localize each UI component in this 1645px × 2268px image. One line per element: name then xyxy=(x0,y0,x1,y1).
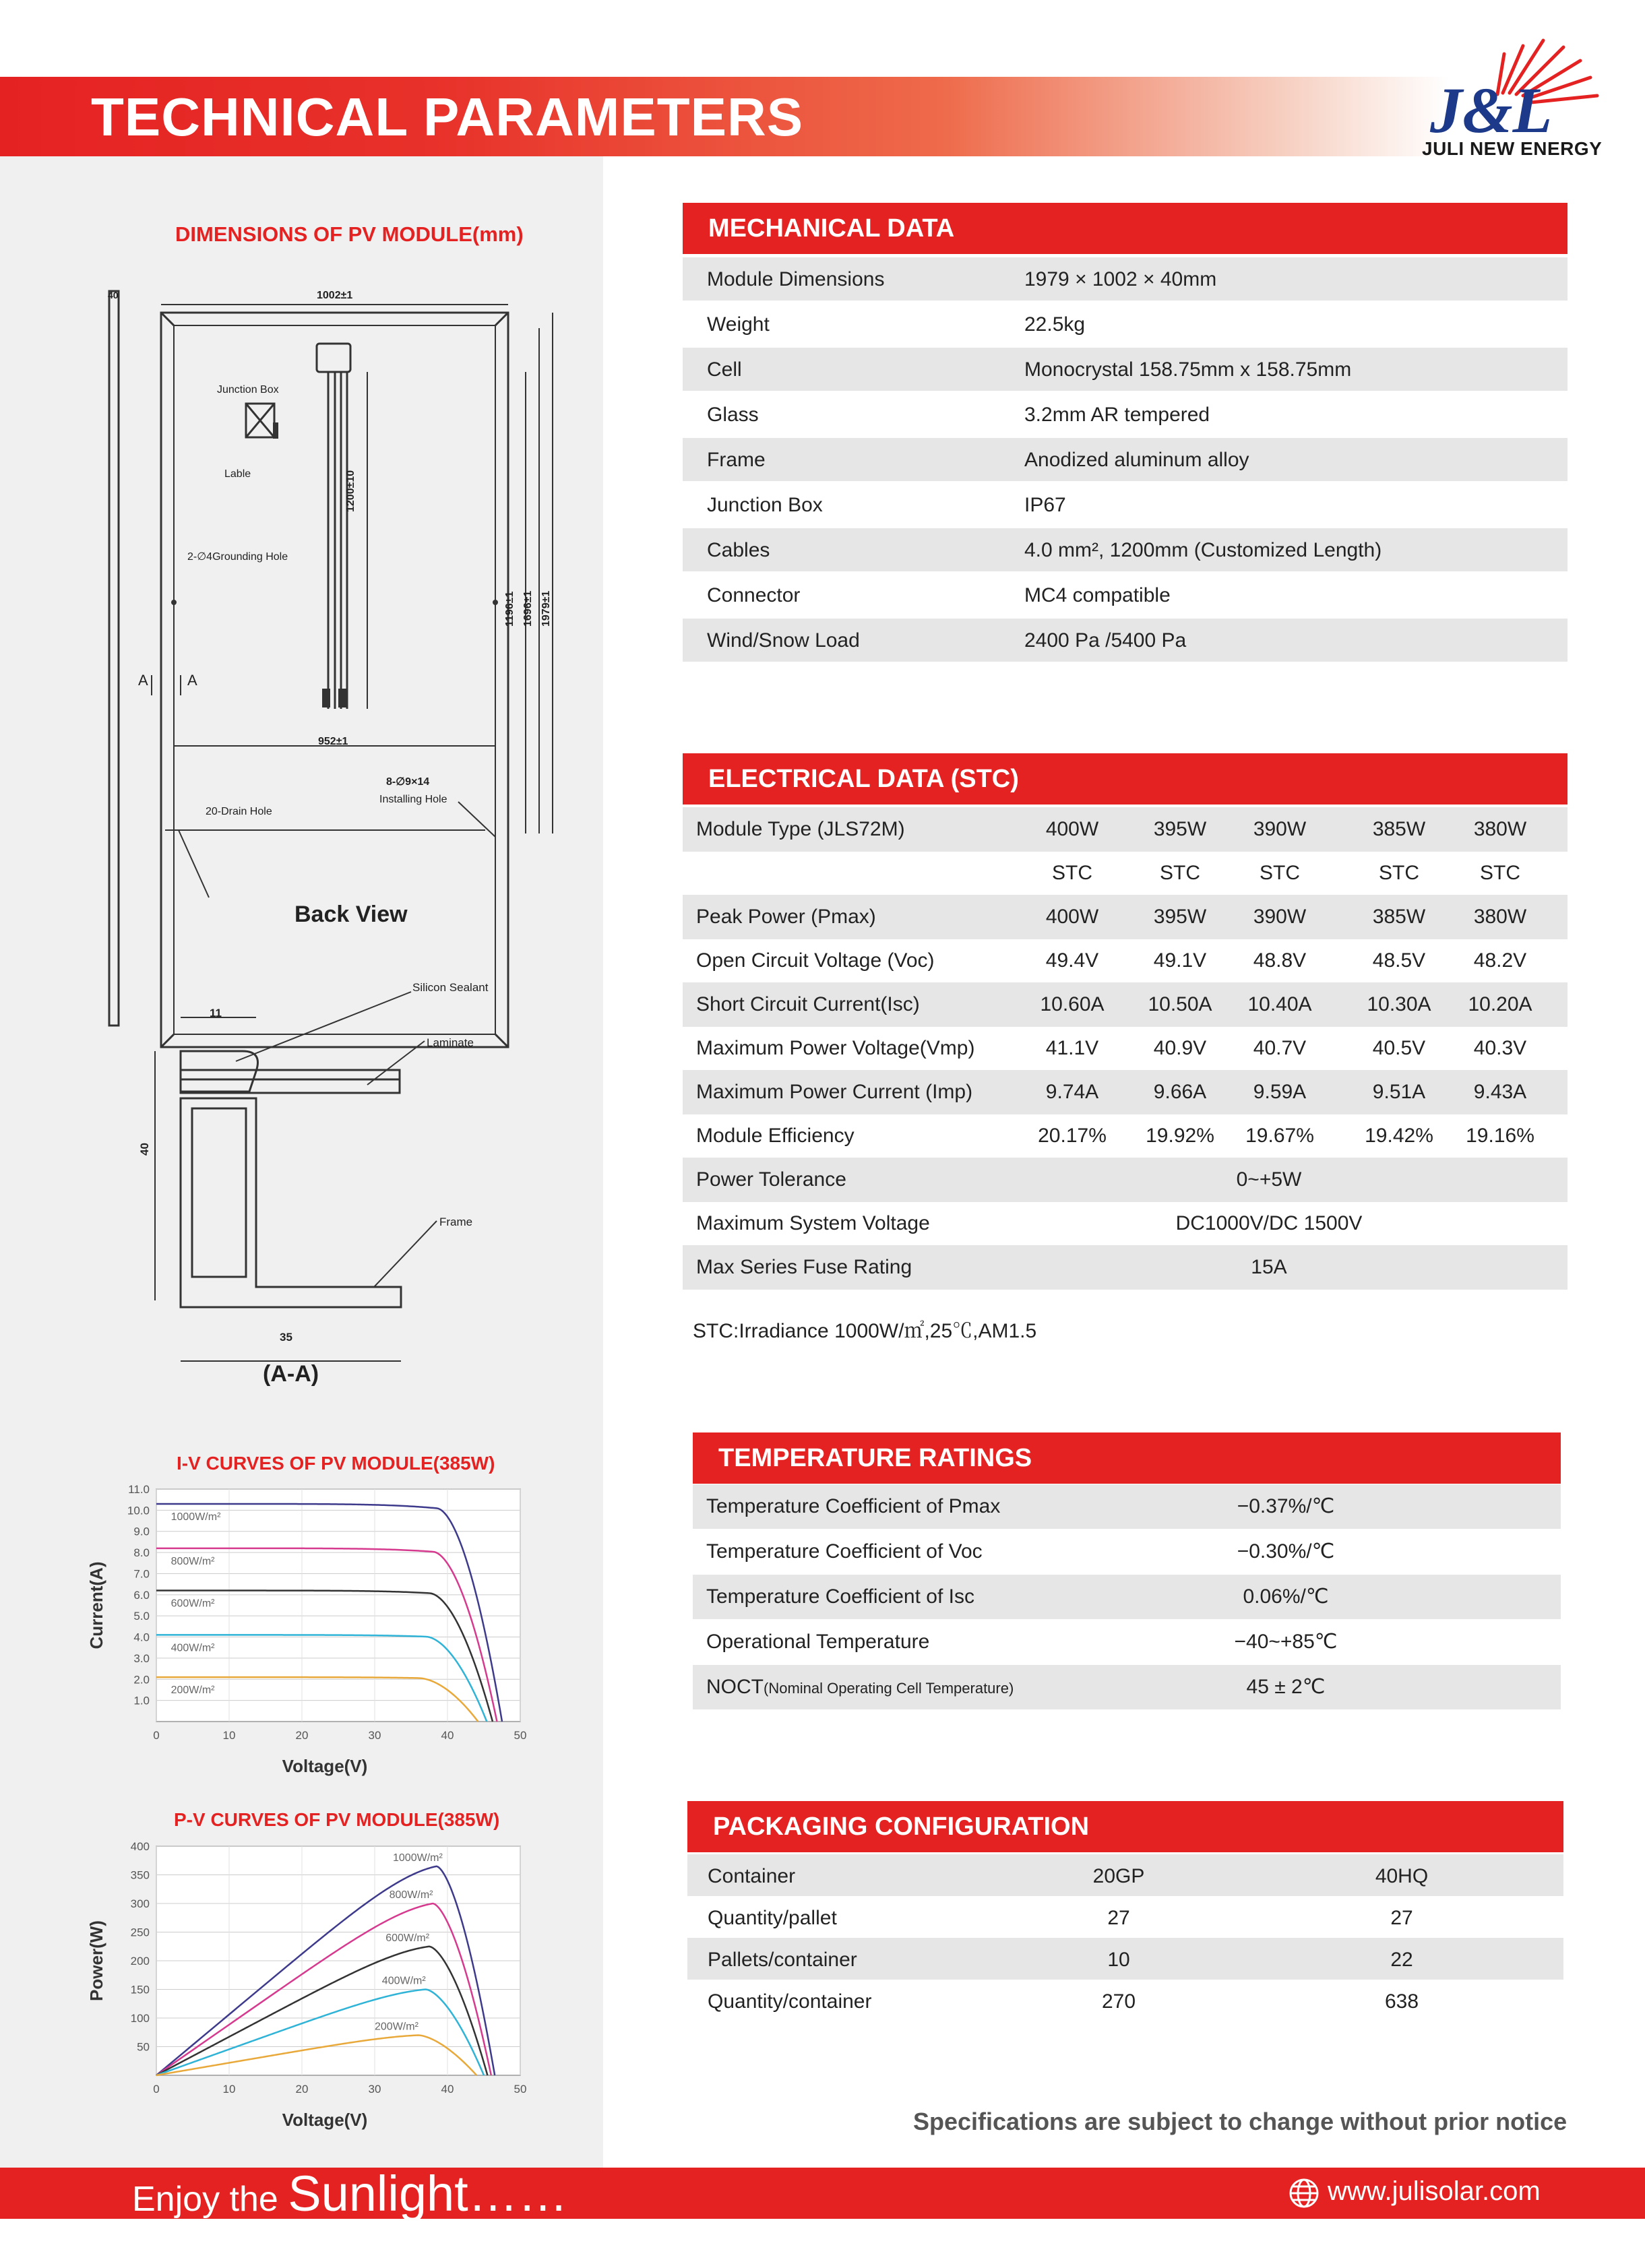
electrical-value: STC xyxy=(1160,862,1200,884)
electrical-value: 19.42% xyxy=(1365,1125,1433,1147)
electrical-value: 9.43A xyxy=(1473,1081,1527,1103)
electrical-label: Maximum System Voltage xyxy=(696,1212,930,1234)
packaging-row xyxy=(687,1980,1563,2021)
electrical-value: 19.16% xyxy=(1466,1125,1534,1147)
temperature-row xyxy=(693,1665,1561,1709)
temperature-label-text: Temperature Coefficient of Isc xyxy=(706,1585,974,1608)
logo-mark: J&L xyxy=(1430,74,1553,146)
packaging-value-40hq: 638 xyxy=(1384,1990,1419,2013)
packaging-label: Quantity/container xyxy=(708,1990,872,2013)
mechanical-value: MC4 compatible xyxy=(1024,584,1171,606)
pv-chart-title: P-V CURVES OF PV MODULE(385W) xyxy=(174,1809,500,1830)
electrical-value: 10.30A xyxy=(1367,993,1431,1015)
electrical-row xyxy=(683,851,1568,895)
x-tick-label: 30 xyxy=(368,1729,381,1742)
electrical-row xyxy=(683,982,1568,1027)
x-tick-label: 0 xyxy=(153,2083,160,2096)
electrical-value: 19.92% xyxy=(1146,1125,1214,1147)
drain-hole-label: 20-Drain Hole xyxy=(206,806,272,817)
installing-hole-label: 8-∅9×14 xyxy=(386,776,430,788)
temperature-value: −0.37%/℃ xyxy=(1237,1495,1335,1517)
electrical-value: 49.1V xyxy=(1153,949,1207,972)
mechanical-row xyxy=(683,573,1568,617)
mechanical-value: 22.5kg xyxy=(1024,313,1086,336)
x-tick-label: 50 xyxy=(514,2083,527,2096)
y-tick-label: 150 xyxy=(130,1983,150,1996)
electrical-value: 0~+5W xyxy=(1236,1168,1302,1191)
mechanical-label: Weight xyxy=(707,313,770,336)
dim-h1: 1196±1 xyxy=(504,591,516,627)
dim-thickness: 40 xyxy=(108,290,119,301)
dim-width: 1002±1 xyxy=(317,290,353,301)
electrical-label: Short Circuit Current(Isc) xyxy=(696,993,920,1015)
globe-icon xyxy=(1289,2178,1320,2209)
electrical-row xyxy=(683,1158,1568,1202)
electrical-label: Maximum Power Voltage(Vmp) xyxy=(696,1037,975,1059)
x-tick-label: 10 xyxy=(222,2083,236,2096)
mechanical-row xyxy=(683,619,1568,662)
electrical-value: 390W xyxy=(1253,906,1307,928)
electrical-header: ELECTRICAL DATA (STC) xyxy=(683,753,1568,805)
electrical-value: 9.51A xyxy=(1372,1081,1426,1103)
dim-h3: 1979±1 xyxy=(540,590,552,627)
electrical-label: Maximum Power Current (Imp) xyxy=(696,1081,973,1103)
packaging-value-40hq: 40HQ xyxy=(1375,1865,1429,1887)
dim-cable: 1200±10 xyxy=(345,470,356,512)
packaging-value-40hq: 22 xyxy=(1390,1949,1413,1971)
mechanical-label: Cables xyxy=(707,539,770,561)
electrical-value: STC xyxy=(1379,862,1419,884)
mechanical-row xyxy=(683,348,1568,391)
x-tick-label: 20 xyxy=(295,1729,309,1742)
stc-note: STC:Irradiance 1000W/㎡,25℃,AM1.5 xyxy=(693,1320,1037,1342)
back-view-label: Back View xyxy=(294,902,408,927)
section-aa-label: (A-A) xyxy=(263,1361,319,1387)
temperature-label-text: Temperature Coefficient of Voc xyxy=(706,1540,983,1563)
laminate-label: Laminate xyxy=(427,1036,474,1049)
packaging-value-20gp: 27 xyxy=(1107,1907,1130,1929)
packaging-value-20gp: 270 xyxy=(1101,1990,1136,2013)
temperature-row xyxy=(693,1620,1561,1664)
electrical-value: 400W xyxy=(1045,906,1099,928)
mechanical-row xyxy=(683,438,1568,481)
frame-label: Frame xyxy=(439,1216,473,1228)
dim-35: 35 xyxy=(280,1331,292,1344)
electrical-value: 385W xyxy=(1372,906,1426,928)
packaging-value-20gp: 20GP xyxy=(1092,1865,1145,1887)
temperature-value: 45 ± 2℃ xyxy=(1246,1676,1326,1698)
section-marker-left: A xyxy=(138,672,148,689)
electrical-value: 40.9V xyxy=(1153,1037,1207,1059)
y-tick-label: 2.0 xyxy=(133,1673,150,1687)
series-label: 800W/m² xyxy=(170,1555,215,1567)
electrical-value: STC xyxy=(1260,862,1300,884)
x-axis-label: Voltage(V) xyxy=(282,2110,368,2130)
series-label: 400W/m² xyxy=(381,1975,426,1987)
temperature-label-text: Operational Temperature xyxy=(706,1631,930,1653)
electrical-value: 10.60A xyxy=(1040,993,1105,1015)
electrical-value: 20.17% xyxy=(1038,1125,1107,1147)
electrical-row xyxy=(683,1245,1568,1290)
electrical-value: STC xyxy=(1480,862,1520,884)
series-label: 200W/m² xyxy=(170,1684,215,1697)
slogan-small: Enjoy the xyxy=(132,2180,278,2219)
junction-box-label: Junction Box xyxy=(217,384,279,396)
iv-chart-title: I-V CURVES OF PV MODULE(385W) xyxy=(177,1453,495,1474)
dimensions-title: DIMENSIONS OF PV MODULE(mm) xyxy=(175,222,524,246)
grounding-hole-label: 2-∅4Grounding Hole xyxy=(187,551,288,563)
y-tick-label: 3.0 xyxy=(133,1651,150,1665)
packaging-label: Pallets/container xyxy=(708,1949,857,1971)
mechanical-value: Anodized aluminum alloy xyxy=(1024,449,1249,471)
y-tick-label: 11.0 xyxy=(128,1483,150,1496)
dim-40: 40 xyxy=(138,1143,151,1156)
electrical-row xyxy=(683,939,1568,983)
y-tick-label: 250 xyxy=(130,1926,150,1939)
silicon-sealant-label: Silicon Sealant xyxy=(412,981,489,994)
temperature-value: −40~+85℃ xyxy=(1234,1631,1338,1653)
electrical-value: 48.8V xyxy=(1253,949,1307,972)
y-tick-label: 200 xyxy=(130,1955,150,1967)
electrical-value: 395W xyxy=(1153,906,1207,928)
temperature-label xyxy=(706,1530,983,1574)
y-axis-label: Current(A) xyxy=(86,1561,106,1649)
electrical-value: 40.5V xyxy=(1372,1037,1426,1059)
x-tick-label: 50 xyxy=(514,1729,527,1742)
mechanical-header: MECHANICAL DATA xyxy=(683,203,1568,254)
series-label: 600W/m² xyxy=(170,1598,215,1610)
dim-inner-width: 952±1 xyxy=(318,736,348,747)
electrical-value: 380W xyxy=(1473,906,1527,928)
temperature-row xyxy=(693,1484,1561,1529)
mechanical-row xyxy=(683,393,1568,436)
website-link[interactable]: www.julisolar.com xyxy=(1328,2176,1541,2206)
temperature-label-text: Temperature Coefficient of Pmax xyxy=(706,1495,1001,1517)
section-marker-right: A xyxy=(187,672,197,689)
mechanical-label: Connector xyxy=(707,584,801,606)
y-tick-label: 5.0 xyxy=(133,1610,150,1623)
lable-label: Lable xyxy=(224,468,251,480)
mechanical-row xyxy=(683,528,1568,571)
mechanical-label: Module Dimensions xyxy=(707,268,885,290)
x-tick-label: 10 xyxy=(222,1729,236,1742)
mechanical-label: Frame xyxy=(707,449,766,471)
temperature-label xyxy=(706,1484,1000,1529)
electrical-label: Module Type (JLS72M) xyxy=(696,818,905,840)
y-tick-label: 350 xyxy=(130,1868,150,1882)
pv-chart xyxy=(0,1833,603,2136)
packaging-row xyxy=(687,1896,1563,1938)
temperature-row xyxy=(693,1575,1561,1619)
series-label: 200W/m² xyxy=(375,2021,418,2033)
temperature-label-text: NOCT xyxy=(706,1676,764,1698)
electrical-value: 390W xyxy=(1253,818,1307,840)
series-label: 600W/m² xyxy=(385,1932,430,1944)
electrical-value: 48.5V xyxy=(1372,949,1426,972)
temperature-label xyxy=(706,1575,974,1619)
mechanical-value: 3.2mm AR tempered xyxy=(1024,404,1210,426)
y-axis-label: Power(W) xyxy=(86,1920,106,2001)
temperature-row xyxy=(693,1530,1561,1574)
y-tick-label: 4.0 xyxy=(133,1631,150,1644)
mechanical-row xyxy=(683,303,1568,346)
y-tick-label: 1.0 xyxy=(133,1694,150,1707)
x-tick-label: 40 xyxy=(441,2083,454,2096)
frame-cross-section-drawing xyxy=(0,977,603,1381)
electrical-value: 40.3V xyxy=(1473,1037,1527,1059)
slogan-big: Sunlight…… xyxy=(288,2166,568,2222)
electrical-row xyxy=(683,1201,1568,1246)
packaging-row xyxy=(687,1854,1563,1896)
mechanical-value: IP67 xyxy=(1024,494,1066,516)
y-tick-label: 9.0 xyxy=(133,1525,150,1538)
packaging-value-40hq: 27 xyxy=(1390,1907,1413,1929)
mechanical-row xyxy=(683,257,1568,301)
y-tick-label: 50 xyxy=(137,2040,150,2054)
mechanical-label: Wind/Snow Load xyxy=(707,629,860,652)
mechanical-value: Monocrystal 158.75mm x 158.75mm xyxy=(1024,358,1352,381)
electrical-value: 9.74A xyxy=(1045,1081,1099,1103)
y-tick-label: 100 xyxy=(130,2012,150,2025)
electrical-label: Power Tolerance xyxy=(696,1168,846,1191)
electrical-value: STC xyxy=(1052,862,1092,884)
mechanical-row xyxy=(683,483,1568,526)
electrical-value: 385W xyxy=(1372,818,1426,840)
electrical-value: 48.2V xyxy=(1473,949,1527,972)
temperature-header: TEMPERATURE RATINGS xyxy=(693,1432,1561,1484)
y-tick-label: 10.0 xyxy=(127,1504,150,1517)
electrical-value: 10.50A xyxy=(1148,993,1212,1015)
electrical-value: 380W xyxy=(1473,818,1527,840)
y-tick-label: 300 xyxy=(130,1897,150,1910)
temperature-value: −0.30%/℃ xyxy=(1237,1540,1335,1563)
iv-chart xyxy=(0,1476,603,1786)
x-axis-label: Voltage(V) xyxy=(282,1756,368,1776)
mechanical-value: 2400 Pa /5400 Pa xyxy=(1024,629,1187,652)
electrical-value: 395W xyxy=(1153,818,1207,840)
mechanical-label: Junction Box xyxy=(707,494,823,516)
packaging-label: Quantity/pallet xyxy=(708,1907,837,1929)
x-tick-label: 40 xyxy=(441,1729,454,1742)
electrical-value: 9.59A xyxy=(1253,1081,1307,1103)
electrical-row xyxy=(683,895,1568,939)
electrical-value: 10.40A xyxy=(1247,993,1312,1015)
electrical-value: 9.66A xyxy=(1153,1081,1207,1103)
electrical-value: DC1000V/DC 1500V xyxy=(1175,1212,1363,1234)
y-tick-label: 8.0 xyxy=(133,1546,150,1560)
packaging-header: PACKAGING CONFIGURATION xyxy=(687,1801,1563,1852)
disclaimer-notice: Specifications are subject to change without prior notice xyxy=(913,2108,1568,2135)
packaging-value-20gp: 10 xyxy=(1107,1949,1130,1971)
packaging-label: Container xyxy=(708,1865,796,1887)
electrical-row xyxy=(683,1070,1568,1114)
mechanical-value: 4.0 mm², 1200mm (Customized Length) xyxy=(1024,539,1382,561)
y-tick-label: 400 xyxy=(130,1840,150,1853)
series-label: 800W/m² xyxy=(389,1889,433,1901)
electrical-value: 400W xyxy=(1045,818,1099,840)
temperature-label-note: (Nominal Operating Cell Temperature) xyxy=(764,1680,1014,1697)
temperature-value: 0.06%/℃ xyxy=(1243,1585,1329,1608)
mechanical-value: 1979 × 1002 × 40mm xyxy=(1024,268,1217,290)
dim-h2: 1696±1 xyxy=(522,590,534,627)
packaging-row xyxy=(687,1938,1563,1980)
mechanical-label: Glass xyxy=(707,404,759,426)
series-label: 1000W/m² xyxy=(393,1852,443,1864)
page-title: TECHNICAL PARAMETERS xyxy=(91,87,804,147)
electrical-label: Max Series Fuse Rating xyxy=(696,1256,912,1278)
x-tick-label: 0 xyxy=(153,1729,160,1742)
electrical-value: 15A xyxy=(1251,1256,1287,1278)
mechanical-label: Cell xyxy=(707,358,742,381)
temperature-label xyxy=(706,1620,929,1664)
electrical-row xyxy=(683,1026,1568,1071)
electrical-label: Module Efficiency xyxy=(696,1125,855,1147)
y-tick-label: 6.0 xyxy=(133,1588,150,1602)
electrical-label: Peak Power (Pmax) xyxy=(696,906,876,928)
logo-subtitle: JULI NEW ENERGY xyxy=(1422,138,1603,159)
x-tick-label: 30 xyxy=(368,2083,381,2096)
electrical-row xyxy=(683,807,1568,852)
footer-slogan xyxy=(132,2165,568,2222)
electrical-value: 19.67% xyxy=(1245,1125,1314,1147)
y-tick-label: 7.0 xyxy=(133,1567,150,1581)
x-tick-label: 20 xyxy=(295,2083,309,2096)
series-label: 1000W/m² xyxy=(170,1511,221,1523)
electrical-value: 41.1V xyxy=(1045,1037,1099,1059)
electrical-label: Open Circuit Voltage (Voc) xyxy=(696,949,935,972)
series-label: 400W/m² xyxy=(170,1642,215,1654)
electrical-value: 49.4V xyxy=(1045,949,1099,972)
temperature-label xyxy=(706,1665,1014,1709)
dim-11: 11 xyxy=(210,1007,222,1019)
electrical-value: 40.7V xyxy=(1253,1037,1307,1059)
electrical-row xyxy=(683,1114,1568,1158)
installing-hole-label-2: Installing Hole xyxy=(379,794,447,805)
electrical-value: 10.20A xyxy=(1468,993,1532,1015)
